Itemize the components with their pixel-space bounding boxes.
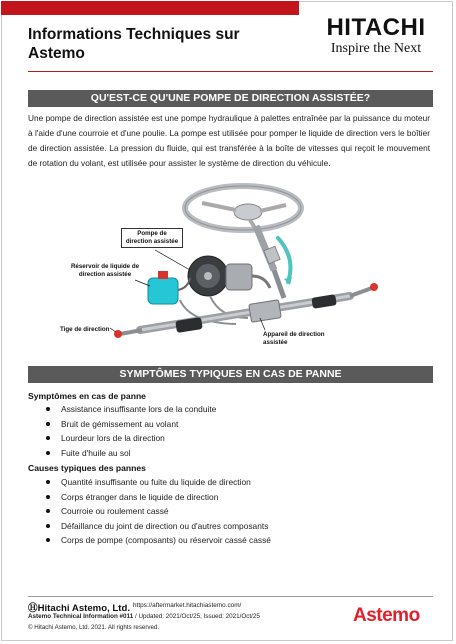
causes-list: [44, 476, 271, 549]
section-heading-what-is: QU'EST-CE QU'UNE POMPE DE DIRECTION ASSISTÉE?: [28, 90, 433, 107]
intro-paragraph: Une pompe de direction assistée est une pompe hydraulique à palettes entraînée par la puissance du moteur à l'aide d'une courroie et d'une poulie. La pompe est utilisée pour pomper le liquide de direction vers le boîtier de direction assistée. La pression du fluide, qui est transférée à la boîte de vitesses qui reçoit le mouvement de rotation du volant, est utilisée pour assister le système de direction du véhicule.: [28, 113, 430, 168]
pump-illustration: [188, 256, 270, 296]
list-item: Bruit de gémissement au volant: [44, 418, 216, 433]
symptoms-list: [44, 403, 216, 461]
pump-leader-line: [155, 250, 190, 270]
steering-wheel-illustration: [185, 186, 301, 230]
callout-steering-gear: Appareil de direction assistée: [263, 331, 325, 346]
list-item: Courroie ou roulement cassé: [44, 505, 271, 520]
tie-rod-leader-line: [110, 328, 116, 332]
list-item: Quantité insuffisante ou fuite du liquide de direction: [44, 476, 271, 491]
brand-tagline: Inspire the Next: [330, 41, 422, 56]
footer-company: ⒽHitachi Astemo, Ltd.: [28, 603, 130, 614]
tie-rod-illustration: [114, 330, 142, 338]
reservoir-illustration: [148, 271, 190, 304]
page-title: Informations Techniques sur Astemo: [28, 26, 240, 62]
footer-copyright: © Hitachi Astemo, Ltd. 2021. All rights reserved.: [28, 624, 160, 631]
footer-info-dates: / Updated: 2021/Oct/25, Issued: 2021/Oct/25: [133, 613, 260, 620]
callout-reservoir: Réservoir de liquide de direction assistée: [70, 263, 140, 278]
footer-document-info: [28, 613, 260, 620]
symptoms-subheading: Symptômes en cas de panne: [28, 391, 146, 401]
list-item: Défaillance du joint de direction ou d'autres composants: [44, 520, 271, 535]
list-item: Corps de pompe (composants) ou réservoir cassé cassé: [44, 534, 271, 549]
list-item: Lourdeur lors de la direction: [44, 432, 216, 447]
callout-tie-rod: Tige de direction: [60, 326, 110, 333]
list-item: Fuite d'huile au sol: [44, 447, 216, 462]
footer-divider: [28, 596, 433, 597]
brand-name: HITACHI: [326, 14, 426, 41]
header-red-band: [1, 1, 299, 15]
hitachi-logo: [311, 15, 441, 57]
causes-subheading: Causes typiques des pannes: [28, 463, 146, 473]
header-divider: [28, 71, 433, 72]
list-item: Assistance insuffisante lors de la conduite: [44, 403, 216, 418]
footer-url-link[interactable]: https://aftermarket.hitachiastemo.com/: [133, 602, 242, 609]
footer-info-label: Astemo Technical Information #011: [28, 613, 134, 620]
astemo-logo: Astemo: [353, 605, 420, 626]
callout-pump: Pompe de direction assistée: [121, 228, 183, 248]
section-heading-symptoms: SYMPTÔMES TYPIQUES EN CAS DE PANNE: [28, 366, 433, 383]
list-item: Corps étranger dans le liquide de direction: [44, 491, 271, 506]
